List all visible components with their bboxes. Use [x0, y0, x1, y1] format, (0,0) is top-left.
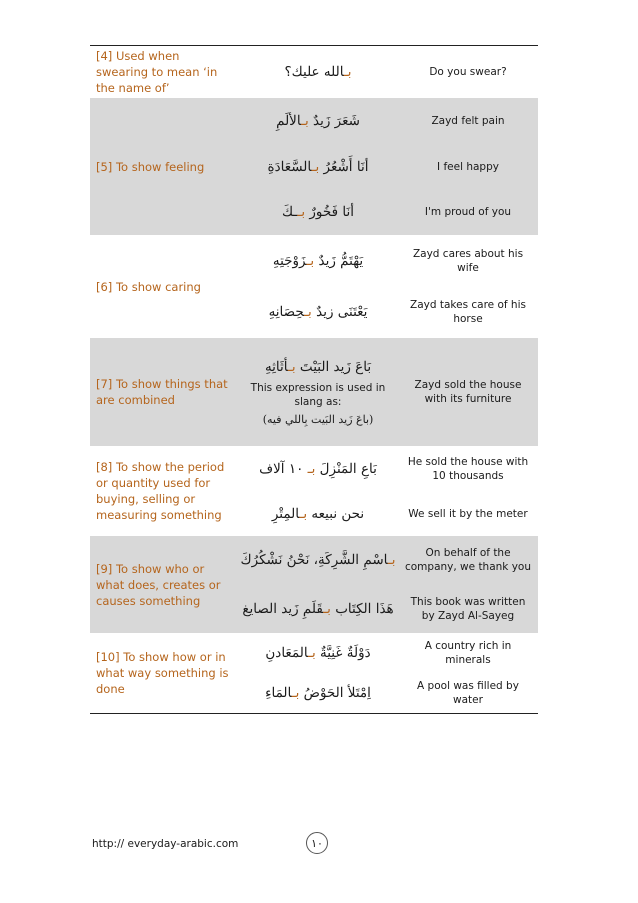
example-line — [238, 338, 538, 446]
example-line — [238, 585, 538, 634]
arabic-example: شَعَرَ زَيدٌ بـالألَمِ — [276, 112, 360, 129]
arabic-example: نحن نبيعه بـالمِتْرِ — [271, 505, 365, 522]
example-line — [238, 46, 538, 98]
example-line — [238, 235, 538, 287]
table-row — [90, 98, 538, 235]
arabic-example: يَعْتَنَى زيدٌ بـحِصَانِهِ — [268, 304, 368, 321]
english-translation: Zayd takes care of his horse — [410, 299, 526, 326]
table-row — [90, 235, 538, 338]
example-line — [238, 144, 538, 190]
arabic-example: أنَا فَخُورٌ بــكَ — [282, 204, 354, 221]
english-translation: A country rich in minerals — [424, 640, 512, 666]
example-line — [238, 287, 538, 339]
english-translation: Zayd felt pain — [431, 114, 505, 127]
english-translation: Do you swear? — [429, 66, 507, 78]
arabic-example: بَاعِ المَنْزِلَ بـ ١٠ آلاف — [259, 460, 377, 477]
arabic-example: اِمْتَلأ الحَوْضُ بـالمَاءِ — [265, 685, 371, 701]
slang-note: This expression is used in slang as: — [250, 381, 386, 408]
usage-label: [10] To show how or in what way something is done — [96, 650, 229, 696]
usage-label: [4] Used when swearing to mean ‘in the name of’ — [96, 49, 218, 95]
english-translation: On behalf of the company, we thank you — [404, 547, 532, 574]
usage-label: [5] To show feeling — [96, 159, 205, 174]
usage-label: [8] To show the period or quantity used for buying, selling or measuring something — [96, 460, 225, 522]
arabic-example: هَذَا الكِتَاب بـقَلَمِ زَيد الصايغ — [242, 600, 394, 617]
english-translation: He sold the house with 10 thousands — [407, 455, 529, 482]
example-line — [238, 536, 538, 585]
footer-url[interactable]: http:// everyday-arabic.com — [92, 838, 239, 850]
english-translation: Zayd sold the house with its furniture — [414, 379, 522, 405]
example-line — [238, 98, 538, 144]
arabic-example: بَاعَ زَيد البَيْتَ بـأثَاثِهِ This expression is used in slang as: (باعَ زَيد البَيت بِاللي فيه) — [238, 338, 398, 446]
table-row — [90, 446, 538, 536]
english-translation: I'm proud of you — [424, 206, 512, 219]
english-translation: I feel happy — [437, 160, 499, 173]
usage-table — [90, 45, 538, 714]
arabic-example: أنَا أَشْعُرُ بـالسَّعَادَةِ — [267, 158, 369, 175]
example-line — [238, 491, 538, 536]
example-line — [238, 446, 538, 491]
table-row — [90, 338, 538, 446]
arabic-example: يَهْتَمُّ زَيدٌ بـزَوْجَتِهِ — [272, 252, 364, 269]
table-row — [90, 46, 538, 98]
arabic-example: بـاسْمِ الشَّرِكَةِ، نَحْنُ نَشْكُرُكَ — [240, 552, 396, 569]
arabic-example: بـالله عليك؟ — [284, 64, 352, 80]
english-translation: Zayd cares about his wife — [412, 247, 524, 274]
slang-arabic: (باعَ زَيد البَيت بِاللي فيه) — [262, 412, 374, 426]
usage-label: [9] To show who or what does, creates or causes something — [96, 561, 221, 608]
usage-label: [6] To show caring — [96, 279, 201, 294]
english-translation: We sell it by the meter — [408, 507, 528, 520]
page-number: ١٠ — [306, 832, 328, 854]
example-line — [238, 633, 538, 673]
table-row — [90, 536, 538, 633]
english-translation: A pool was filled by water — [417, 680, 519, 706]
usage-label: [7] To show things that are combined — [96, 377, 228, 407]
example-line — [238, 189, 538, 235]
table-row — [90, 633, 538, 713]
english-translation: This book was written by Zayd Al-Sayeg — [410, 595, 526, 622]
arabic-example: دَوْلَةٌ غَنِيَّةٌ بـالمَعَادنِ — [265, 645, 371, 661]
example-line — [238, 673, 538, 713]
